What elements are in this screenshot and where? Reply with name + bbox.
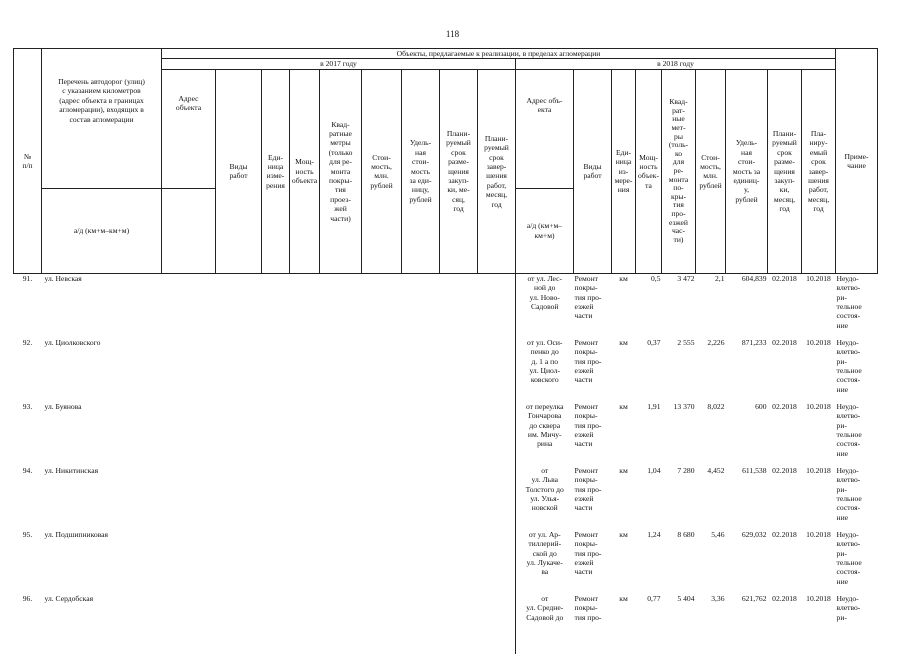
header-addr-2017-sub: [162, 188, 216, 273]
row-work: Ремонт покры- тия про- езжей части: [574, 337, 602, 385]
row-sqm: 8 680: [677, 529, 695, 539]
header-sqm-2017: Квад- ратные метры (только для ре- монта покры- тия проез- жей части): [320, 69, 362, 273]
header-work-types-2017: Виды работ: [216, 69, 262, 273]
row-work: Ремонт покры- тия про-: [574, 593, 602, 622]
header-num: № п/п: [14, 49, 42, 274]
row-cost: 5,46: [711, 529, 725, 539]
row-power: 1,24: [647, 529, 661, 539]
row-work: Ремонт покры- тия про- езжей части: [574, 529, 602, 577]
header-addr-2018: Адрес объ- екта: [516, 69, 574, 188]
row-road: ул. Сердобская: [44, 593, 94, 603]
row-addr: от ул. Льва Толстого до ул. Улья- новской: [516, 466, 574, 530]
row-2017-empty: [162, 273, 516, 338]
header-sqm-2018: Квад- рат- ные мет- ры (толь- ко для ре- монта по- кры- тия про- езжей час- ти): [662, 69, 696, 273]
row-sqm: 3 472: [677, 273, 695, 283]
header-unit-2018: Еди- ница из- мере- ния: [612, 69, 636, 273]
header-plan-finish-2017: Плани- руемый срок завер- шения работ, месяц, год: [478, 69, 516, 273]
header-2018: в 2018 году: [516, 59, 836, 69]
header-roads: Перечень автодорог (улиц) с указанием километров (адрес объекта в границах агломерации), входящих в состав агломерации: [42, 49, 162, 189]
row-2017-empty: [162, 402, 516, 466]
header-plan-place-2018: Плани- руемый срок разме- щения закуп- ки, месяц, год: [768, 69, 802, 273]
row-note: Неудо- влетво- ри-: [836, 593, 861, 622]
row-finish: 10.2018: [806, 529, 831, 539]
row-sqm: 13 370: [673, 401, 695, 411]
row-unit: км: [619, 465, 628, 475]
row-2017-empty: [162, 594, 516, 654]
table-row: [14, 338, 878, 402]
row-note: Неудо- влетво- ри- тельное состоя- ние: [836, 337, 862, 394]
row-work: Ремонт покры- тия про- езжей части: [574, 273, 602, 321]
header-work-types-2018: Виды работ: [574, 69, 612, 273]
header-cost-2017: Стои- мость, млн. рублей: [362, 69, 402, 273]
table-row: [14, 466, 878, 530]
row-addr: от ул. Оси- пенко до д. 1 а по ул. Циол- ковского: [516, 338, 574, 402]
row-work: Ремонт покры- тия про- езжей части: [574, 401, 602, 449]
row-num: 96.: [22, 593, 33, 603]
row-place: 02.2018: [772, 273, 797, 283]
header-note: Приме- чание: [836, 49, 878, 274]
row-unitcost: 600: [755, 401, 767, 411]
row-sqm: 2 555: [677, 337, 695, 347]
row-addr: от переулка Гончарова до сквера им. Мичу- рина: [516, 402, 574, 466]
row-unit: км: [619, 593, 628, 603]
row-cost: 2,1: [715, 273, 725, 283]
row-unitcost: 611,538: [742, 465, 767, 475]
row-finish: 10.2018: [806, 465, 831, 475]
row-cost: 2,226: [707, 337, 725, 347]
row-num: 91.: [22, 273, 33, 283]
header-power-2018: Мощ- ность объек- та: [636, 69, 662, 273]
row-unitcost: 604,839: [741, 273, 767, 283]
row-note: Неудо- влетво- ри- тельное состоя- ние: [836, 401, 862, 458]
row-finish: 10.2018: [806, 593, 831, 603]
row-work: Ремонт покры- тия про- езжей части: [574, 465, 602, 513]
row-2017-empty: [162, 338, 516, 402]
table-row: [14, 273, 878, 338]
row-num: 94.: [22, 465, 33, 475]
roads-table: [13, 48, 878, 654]
header-objects: Объекты, предлагаемые к реализации, в пределах агломерации: [162, 49, 836, 59]
row-finish: 10.2018: [806, 401, 831, 411]
table-row: [14, 530, 878, 594]
page-number: 118: [445, 29, 460, 39]
header-roads-sub: а/д (км+м–км+м): [42, 188, 162, 273]
row-2017-empty: [162, 466, 516, 530]
row-unit: км: [619, 337, 628, 347]
row-cost: 4,452: [707, 465, 725, 475]
row-place: 02.2018: [772, 593, 797, 603]
header-unit-2017: Еди- ница изме- рения: [262, 69, 290, 273]
row-num: 92.: [22, 337, 33, 347]
row-road: ул. Невская: [44, 273, 82, 283]
row-cost: 3,36: [711, 593, 725, 603]
row-place: 02.2018: [772, 529, 797, 539]
row-num: 93.: [22, 401, 33, 411]
row-num: 95.: [22, 529, 33, 539]
row-addr: от ул. Лес- ной до ул. Ново- Садовой: [516, 273, 574, 338]
row-note: Неудо- влетво- ри- тельное состоя- ние: [836, 273, 862, 330]
row-finish: 10.2018: [806, 337, 831, 347]
row-power: 0,5: [651, 273, 661, 283]
row-power: 0,77: [647, 593, 661, 603]
row-road: ул. Никитинская: [44, 465, 99, 475]
row-addr: от ул. Средне- Садовой до: [516, 594, 574, 654]
table-row: [14, 594, 878, 654]
table-row: [14, 402, 878, 466]
row-2017-empty: [162, 530, 516, 594]
row-road: ул. Подшипниковая: [44, 529, 109, 539]
row-unit: км: [619, 529, 628, 539]
row-unit: км: [619, 401, 628, 411]
row-unitcost: 629,032: [741, 529, 767, 539]
header-addr-2018-sub: а/д (км+м– км+м): [516, 188, 574, 273]
row-power: 1,91: [647, 401, 661, 411]
header-unitcost-2017: Удель- ная стои- мость за еди- ницу, рублей: [402, 69, 440, 273]
header-cost-2018: Стои- мость, млн. рублей: [696, 69, 726, 273]
row-place: 02.2018: [772, 465, 797, 475]
row-place: 02.2018: [772, 337, 797, 347]
row-unitcost: 621,762: [741, 593, 767, 603]
row-note: Неудо- влетво- ри- тельное состоя- ние: [836, 465, 862, 522]
header-plan-place-2017: Плани- руемый срок разме- щения закуп- ки, ме- сяц, год: [440, 69, 478, 273]
header-unitcost-2018: Удель- ная стои- мость за единиц- у, рублей: [726, 69, 768, 273]
row-note: Неудо- влетво- ри- тельное состоя- ние: [836, 529, 862, 586]
row-cost: 8,022: [707, 401, 725, 411]
row-sqm: 5 404: [677, 593, 695, 603]
header-2017: в 2017 году: [162, 59, 516, 69]
row-finish: 10.2018: [806, 273, 831, 283]
row-sqm: 7 280: [677, 465, 695, 475]
row-addr: от ул. Ар- тиллерий- ской до ул. Лукаче- ва: [516, 530, 574, 594]
row-road: ул. Циолковского: [44, 337, 101, 347]
row-unitcost: 871,233: [741, 337, 767, 347]
row-road: ул. Буянова: [44, 401, 82, 411]
header-power-2017: Мощ- ность объекта: [290, 69, 320, 273]
header-addr-2017: Адрес объекта: [162, 69, 216, 188]
row-power: 1,04: [647, 465, 661, 475]
row-unit: км: [619, 273, 628, 283]
row-power: 0,37: [647, 337, 661, 347]
row-place: 02.2018: [772, 401, 797, 411]
header-plan-finish-2018: Пла- ниру- емый срок завер- шения работ, месяц, год: [802, 69, 836, 273]
